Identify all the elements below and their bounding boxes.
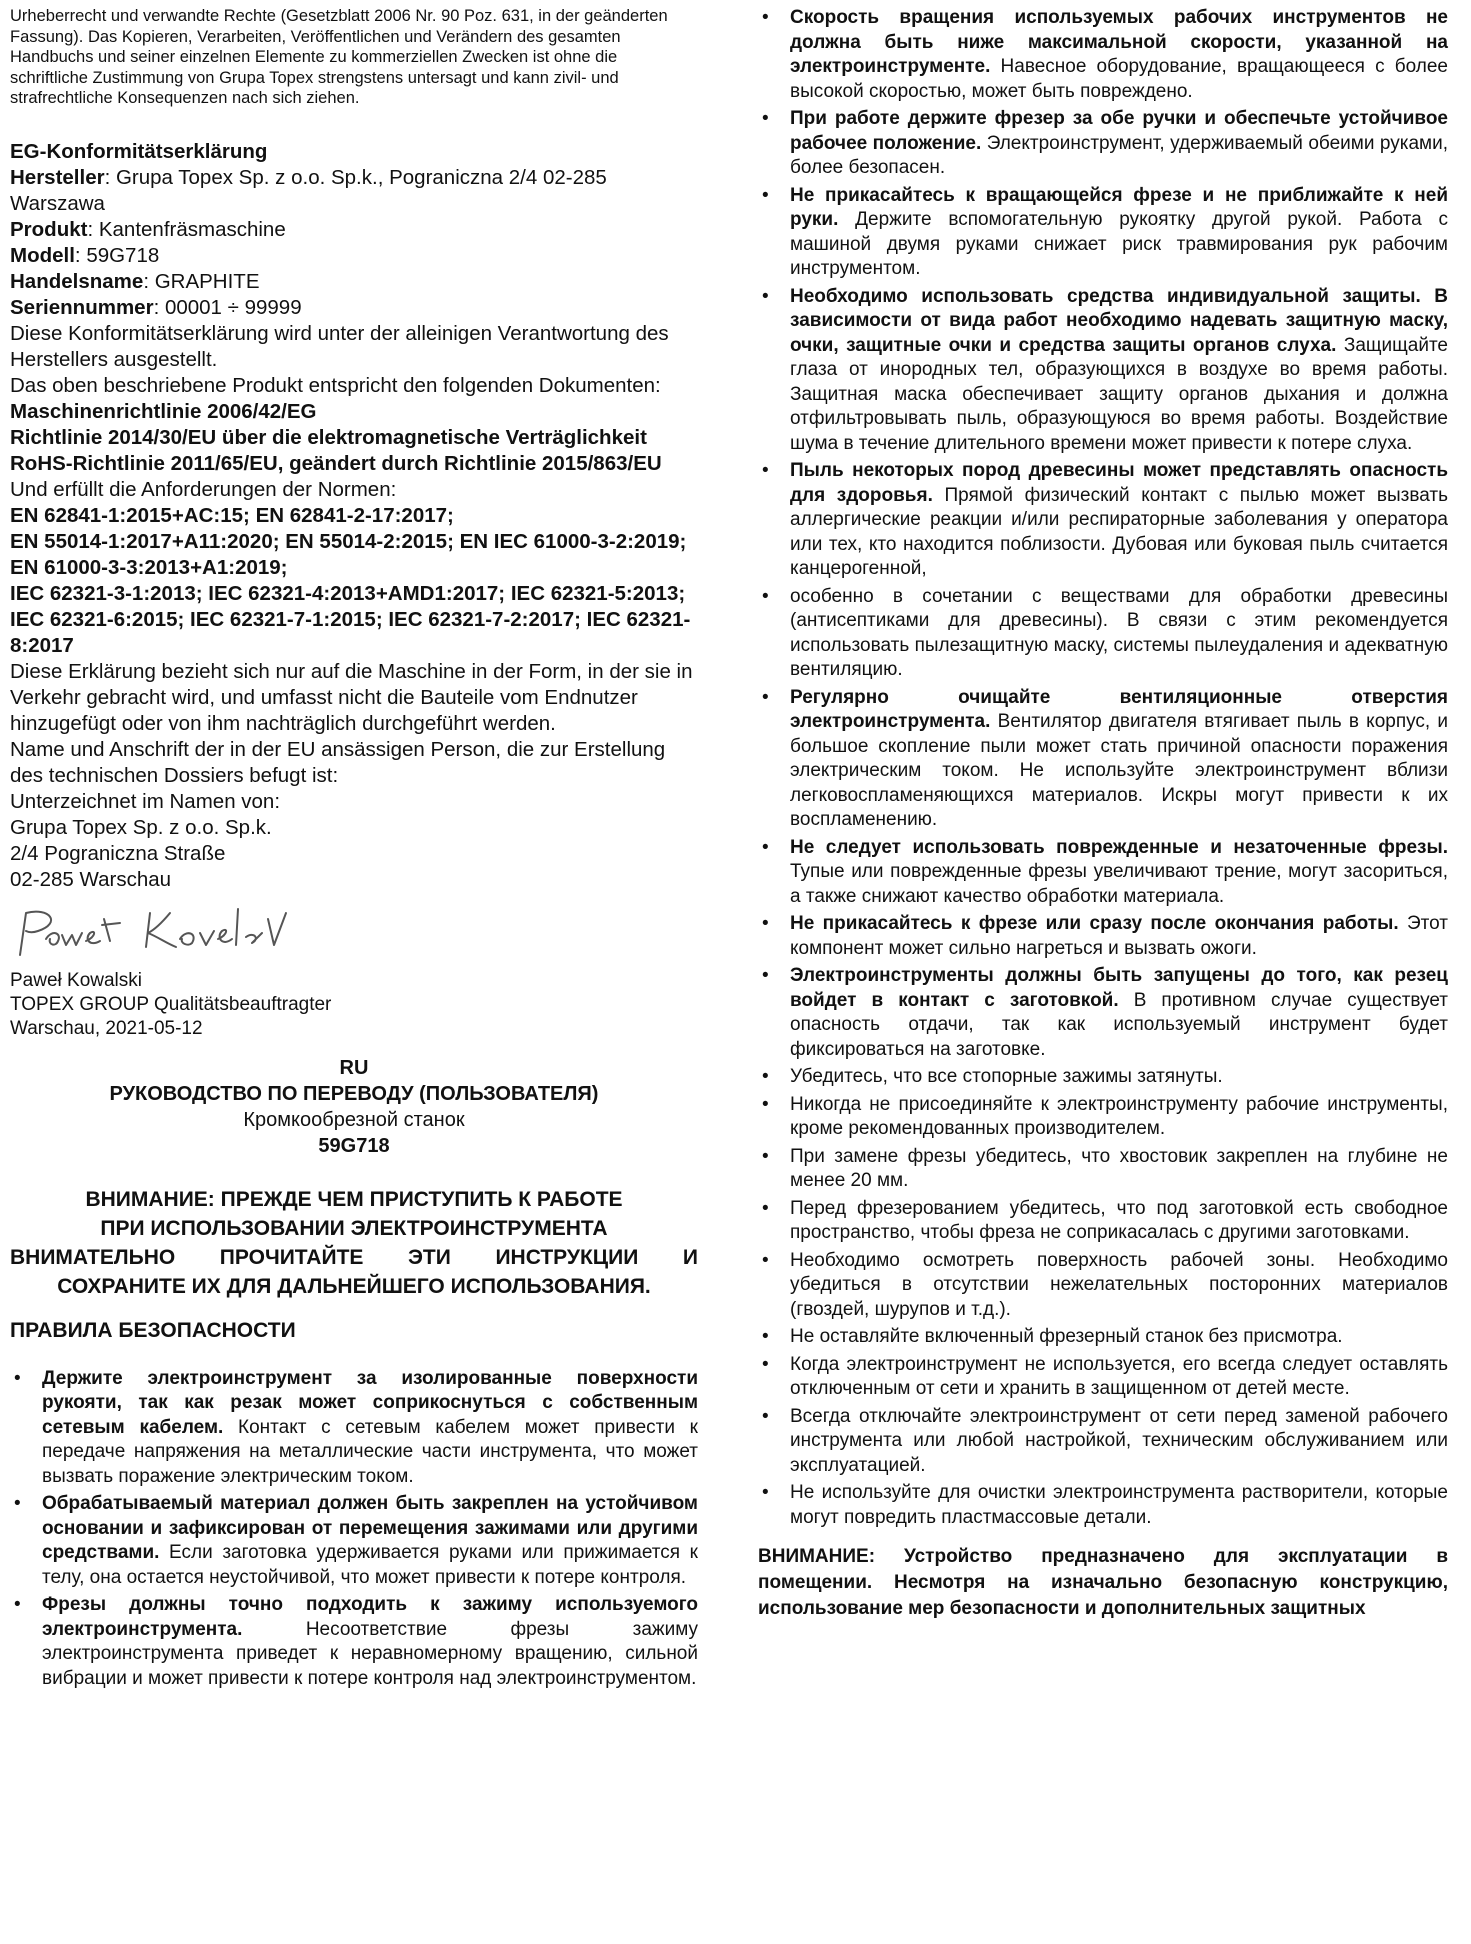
rule-bold: Скорость вращения используемых рабочих инструментов не должна быть ниже максимальной скорости, указанной на электроинструменте.: [790, 7, 1448, 77]
rule-text: Электроинструмент, удерживаемый обеими руками, более безопасен.: [790, 132, 1448, 178]
ru-manual-header: [10, 1055, 698, 1159]
serial-line: [10, 295, 698, 321]
manufacturer-value: : Grupa Topex Sp. z o.o. Sp.k., Pograniczna 2/4 02-285 Warszawa: [10, 165, 607, 215]
rule-text: В противном случае существует опасность отдачи, так как используемый инструмент будет фиксироваться на заготовке.: [790, 989, 1448, 1060]
safety-rules-title: ПРАВИЛА БЕЗОПАСНОСТИ: [10, 1318, 296, 1342]
safety-rules-list-left: [10, 1367, 698, 1692]
manual-subtitle: Кромкообрезной станок: [243, 1108, 465, 1131]
list-item: [758, 686, 1448, 833]
rule-bold: Не прикасайтесь к вращающейся фрезе и не приближайте к ней руки.: [790, 184, 1448, 230]
rule-bold: Фрезы должны точно подходить к зажиму используемого электроинструмента.: [42, 1594, 698, 1640]
list-item: [758, 1481, 1448, 1530]
rule-bold: Не следует использовать поврежденные и незаточенные фрезы.: [790, 836, 1448, 858]
dossier-text: Name und Anschrift der in der EU ansässigen Person, die zur Erstellung des technischen Dossiers befugt ist:: [10, 737, 666, 787]
rule-text: Тупые или поврежденные фрезы увеличивают трение, могут засориться, а также снижают качество обработки материала.: [790, 861, 1448, 907]
responsibility-text: Diese Konformitätserklärung wird unter der alleinigen Verantwortung des Herstellers ausgestellt.: [10, 321, 669, 371]
serial-value: : 00001 ÷ 99999: [153, 295, 302, 319]
rule-text: Убедитесь, что все стопорные зажимы затянуты.: [790, 1066, 1223, 1087]
copyright-notice: Urheberrecht und verwandte Rechte (Gesetzblatt 2006 Nr. 90 Poz. 631, in der geänderten Fassung). Das Kopieren, Verarbeiten, Veröffentlichen und Verändern des gesamten Handbuchs und seiner einzelnen Elemente zu kommerziellen Zwecken ist ohne die schriftliche Zustimmung von Grupa Topex strengstens untersagt und kann zivil- und strafrechtliche Konsequenzen nach sich ziehen.: [10, 7, 668, 107]
company-name: Grupa Topex Sp. z o.o. Sp.k.: [10, 815, 272, 839]
standard-line: EN 62841-1:2015+AC:15; EN 62841-2-17:2017;: [10, 503, 454, 527]
rule-bold: Обрабатываемый материал должен быть закреплен на устойчивом основании и зафиксирован от перемещения зажимами или другими средствами.: [42, 1493, 698, 1563]
list-item: [758, 1093, 1448, 1142]
list-item: [758, 964, 1448, 1062]
trade-name-label: Handelsname: [10, 269, 144, 293]
standard-line: IEC 62321-6:2015; IEC 62321-7-1:2015; IEC 62321-7-2:2017; IEC 62321-8:2017: [10, 607, 691, 657]
language-code: RU: [339, 1056, 369, 1079]
company-city: 02-285 Warschau: [10, 867, 172, 891]
rule-bold: Необходимо использовать средства индивидуальной защиты. В зависимости от вида работ необходимо надевать защитную маску, очки, защитные очки и средства защиты органов слуха.: [790, 285, 1448, 356]
signer-name: Paweł Kowalski: [10, 969, 142, 991]
warning-line: СОХРАНИТЕ ИХ ДЛЯ ДАЛЬНЕЙШЕГО ИСПОЛЬЗОВАНИЯ.: [57, 1274, 651, 1298]
rule-text: Защищайте глаза от инородных тел, образующихся в воздухе во время работы. Защитная маска обеспечивает защиту органов дыхания и должна отфильтровывать пыль, образующуюся во время работы. Воздействие шума в течение длительного времени может привести к потере слуха.: [790, 334, 1449, 454]
rule-text: Перед фрезерованием убедитесь, что под заготовкой есть свободное пространство, чтобы фреза не соприкасалась с другими заготовками.: [790, 1197, 1448, 1243]
trade-name-value: : GRAPHITE: [143, 269, 260, 293]
rule-bold: Не прикасайтесь к фрезе или сразу после окончания работы.: [790, 913, 1399, 934]
model-value: : 59G718: [74, 243, 160, 267]
list-item: [758, 585, 1448, 683]
list-item: [758, 1353, 1448, 1402]
rule-text: Этот компонент может сильно нагреться и вызвать ожоги.: [790, 913, 1448, 959]
scope-text: Diese Erklärung bezieht sich nur auf die Maschine in der Form, in der sie in Verkehr gebracht wird, und umfasst nicht die Bauteile vom Endnutzer hinzugefügt oder von ihm nachträglich durchgeführt werden.: [10, 659, 693, 735]
rule-bold: Регулярно очищайте вентиляционные отверстия электроинструмента.: [790, 686, 1448, 732]
rule-text: Если заготовка удерживается руками или прижимается к телу, она остается неустойчивой, что может привести к потере контроля.: [42, 1542, 698, 1588]
left-column: [10, 6, 698, 1694]
standards-list: [10, 503, 698, 659]
rule-text: Всегда отключайте электроинструмент от сети перед заменой рабочего инструмента или любой настройкой, техническим обслуживанием или эксплуатацией.: [790, 1405, 1448, 1476]
list-item: [758, 836, 1448, 910]
directive-rohs: RoHS-Richtlinie 2011/65/EU, geändert durch Richtlinie 2015/863/EU: [10, 451, 662, 475]
standards-intro: Und erfüllt die Anforderungen der Normen:: [10, 477, 397, 501]
manual-model: 59G718: [318, 1134, 390, 1157]
directive-machinery: Maschinenrichtlinie 2006/42/EG: [10, 399, 317, 423]
list-item: [758, 107, 1448, 181]
list-item: [758, 459, 1448, 582]
rule-text: Контакт с сетевым кабелем может привести к передаче напряжения на металлические части инструмента, что может вызвать поражение электрическим током.: [42, 1416, 698, 1487]
trade-name-line: [10, 269, 698, 295]
place-date: Warschau, 2021-05-12: [10, 1017, 203, 1039]
serial-label: Seriennummer: [10, 295, 154, 319]
rule-text: Прямой физический контакт с пылью может вызвать аллергические реакции и/или респираторные заболевания у оператора или тех, кто находится поблизости. Дубовая или буковая пыль считается канцерогенной,: [790, 484, 1448, 579]
rule-text: Не оставляйте включенный фрезерный станок без присмотра.: [790, 1326, 1343, 1347]
warning-line: ВНИМАТЕЛЬНО ПРОЧИТАЙТЕ ЭТИ ИНСТРУКЦИИ И: [10, 1245, 698, 1269]
manufacturer-line: [10, 165, 698, 217]
rule-text: особенно в сочетании с веществами для обработки древесины (антисептиками для древесины). В связи с этим рекомендуется использовать пылезащитную маску, системы пылеудаления и адекватную вентиляцию.: [790, 585, 1448, 680]
warning-line: ВНИМАНИЕ: ПРЕЖДЕ ЧЕМ ПРИСТУПИТЬ К РАБОТЕ: [85, 1187, 623, 1211]
read-instructions-warning: [10, 1185, 698, 1301]
model-label: Modell: [10, 243, 75, 267]
manufacturer-label: Hersteller: [10, 165, 105, 189]
rule-text: Держите вспомогательную рукоятку другой рукой. Работа с машиной двумя руками снижает риск травмирования рук рабочим инструментом.: [790, 209, 1448, 279]
list-item: [10, 1593, 698, 1691]
indoor-use-notice: ВНИМАНИЕ: Устройство предназначено для эксплуатации в помещении. Несмотря на изначально безопасную конструкцию, использование мер безопасности и дополнительных защитных: [758, 1546, 1448, 1619]
handwritten-signature: [10, 899, 350, 965]
rule-bold: Держите электроинструмент за изолированные поверхности рукояти, так как резак может соприкоснуться с собственным сетевым кабелем.: [42, 1367, 698, 1438]
rule-text: Никогда не присоединяйте к электроинструменту рабочие инструменты, кроме рекомендованных производителем.: [790, 1093, 1448, 1139]
right-column: [758, 6, 1448, 1641]
eu-declaration: [10, 139, 698, 1041]
safety-rules-list-right: [758, 6, 1448, 1530]
rule-text: Необходимо осмотреть поверхность рабочей зоны. Необходимо убедиться в отсутствии нежелательных посторонних материалов (гвоздей, шурупов и т.д.).: [790, 1249, 1448, 1320]
standard-line: IEC 62321-3-1:2013; IEC 62321-4:2013+AMD1:2017; IEC 62321-5:2013;: [10, 581, 686, 605]
list-item: [758, 1065, 1448, 1090]
product-label: Produkt: [10, 217, 88, 241]
rule-text: Несоответствие фрезы зажиму электроинструмента приведет к неравномерному вращению, сильной вибрации и может привести к потере контроля над электроинструментом.: [42, 1618, 698, 1689]
warning-line: ПРИ ИСПОЛЬЗОВАНИИ ЭЛЕКТРОИНСТРУМЕНТА: [100, 1216, 608, 1240]
rule-text: Вентилятор двигателя втягивает пыль в корпус, и большое скопление пыли может стать причиной опасности поражения электрическим током. Не используйте электроинструмент вблизи легковоспламеняющихся материалов. Искры могут привести к их воспламенению.: [790, 711, 1448, 830]
list-item: [758, 285, 1448, 457]
signed-for: Unterzeichnet im Namen von:: [10, 789, 281, 813]
directive-emc: Richtlinie 2014/30/EU über die elektromagnetische Verträglichkeit: [10, 425, 647, 449]
list-item: [758, 1145, 1448, 1194]
standard-line: EN 55014-1:2017+A11:2020; EN 55014-2:2015; EN IEC 61000-3-2:2019; EN 61000-3-3:2013+A1:2019;: [10, 529, 687, 579]
list-item: [758, 1325, 1448, 1350]
list-item: [758, 6, 1448, 104]
product-value: : Kantenfräsmaschine: [87, 217, 286, 241]
manual-title: РУКОВОДСТВО ПО ПЕРЕВОДУ (ПОЛЬЗОВАТЕЛЯ): [109, 1082, 599, 1105]
rule-text: При замене фрезы убедитесь, что хвостовик закреплен на глубине не менее 20 мм.: [790, 1145, 1448, 1191]
list-item: [758, 1197, 1448, 1246]
list-item: [758, 1405, 1448, 1479]
company-street: 2/4 Pograniczna Straße: [10, 841, 226, 865]
declaration-title: EG-Konformitätserklärung: [10, 139, 268, 163]
model-line: [10, 243, 698, 269]
list-item: [10, 1492, 698, 1590]
rule-text: Не используйте для очистки электроинструмента растворители, которые могут повредить пластмассовые детали.: [790, 1482, 1448, 1528]
product-line: [10, 217, 698, 243]
rule-text: Навесное оборудование, вращающееся с более высокой скоростью, может быть повреждено.: [790, 56, 1448, 102]
list-item: [758, 912, 1448, 961]
list-item: [758, 184, 1448, 282]
rule-bold: Электроинструменты должны быть запущены до того, как резец войдет в контакт с заготовкой.: [790, 965, 1448, 1011]
rule-text: Когда электроинструмент не используется, его всегда следует оставлять отключенным от сети и хранить в защищенном от детей месте.: [790, 1353, 1448, 1399]
signer-role: TOPEX GROUP Qualitätsbeauftragter: [10, 993, 332, 1015]
list-item: [10, 1367, 698, 1490]
rule-bold: При работе держите фрезер за обе ручки и обеспечьте устойчивое рабочее положение.: [790, 108, 1448, 154]
list-item: [758, 1249, 1448, 1323]
rule-bold: Пыль некоторых пород древесины может представлять опасность для здоровья.: [790, 460, 1448, 506]
conformity-text: Das oben beschriebene Produkt entspricht den folgenden Dokumenten:: [10, 373, 661, 397]
